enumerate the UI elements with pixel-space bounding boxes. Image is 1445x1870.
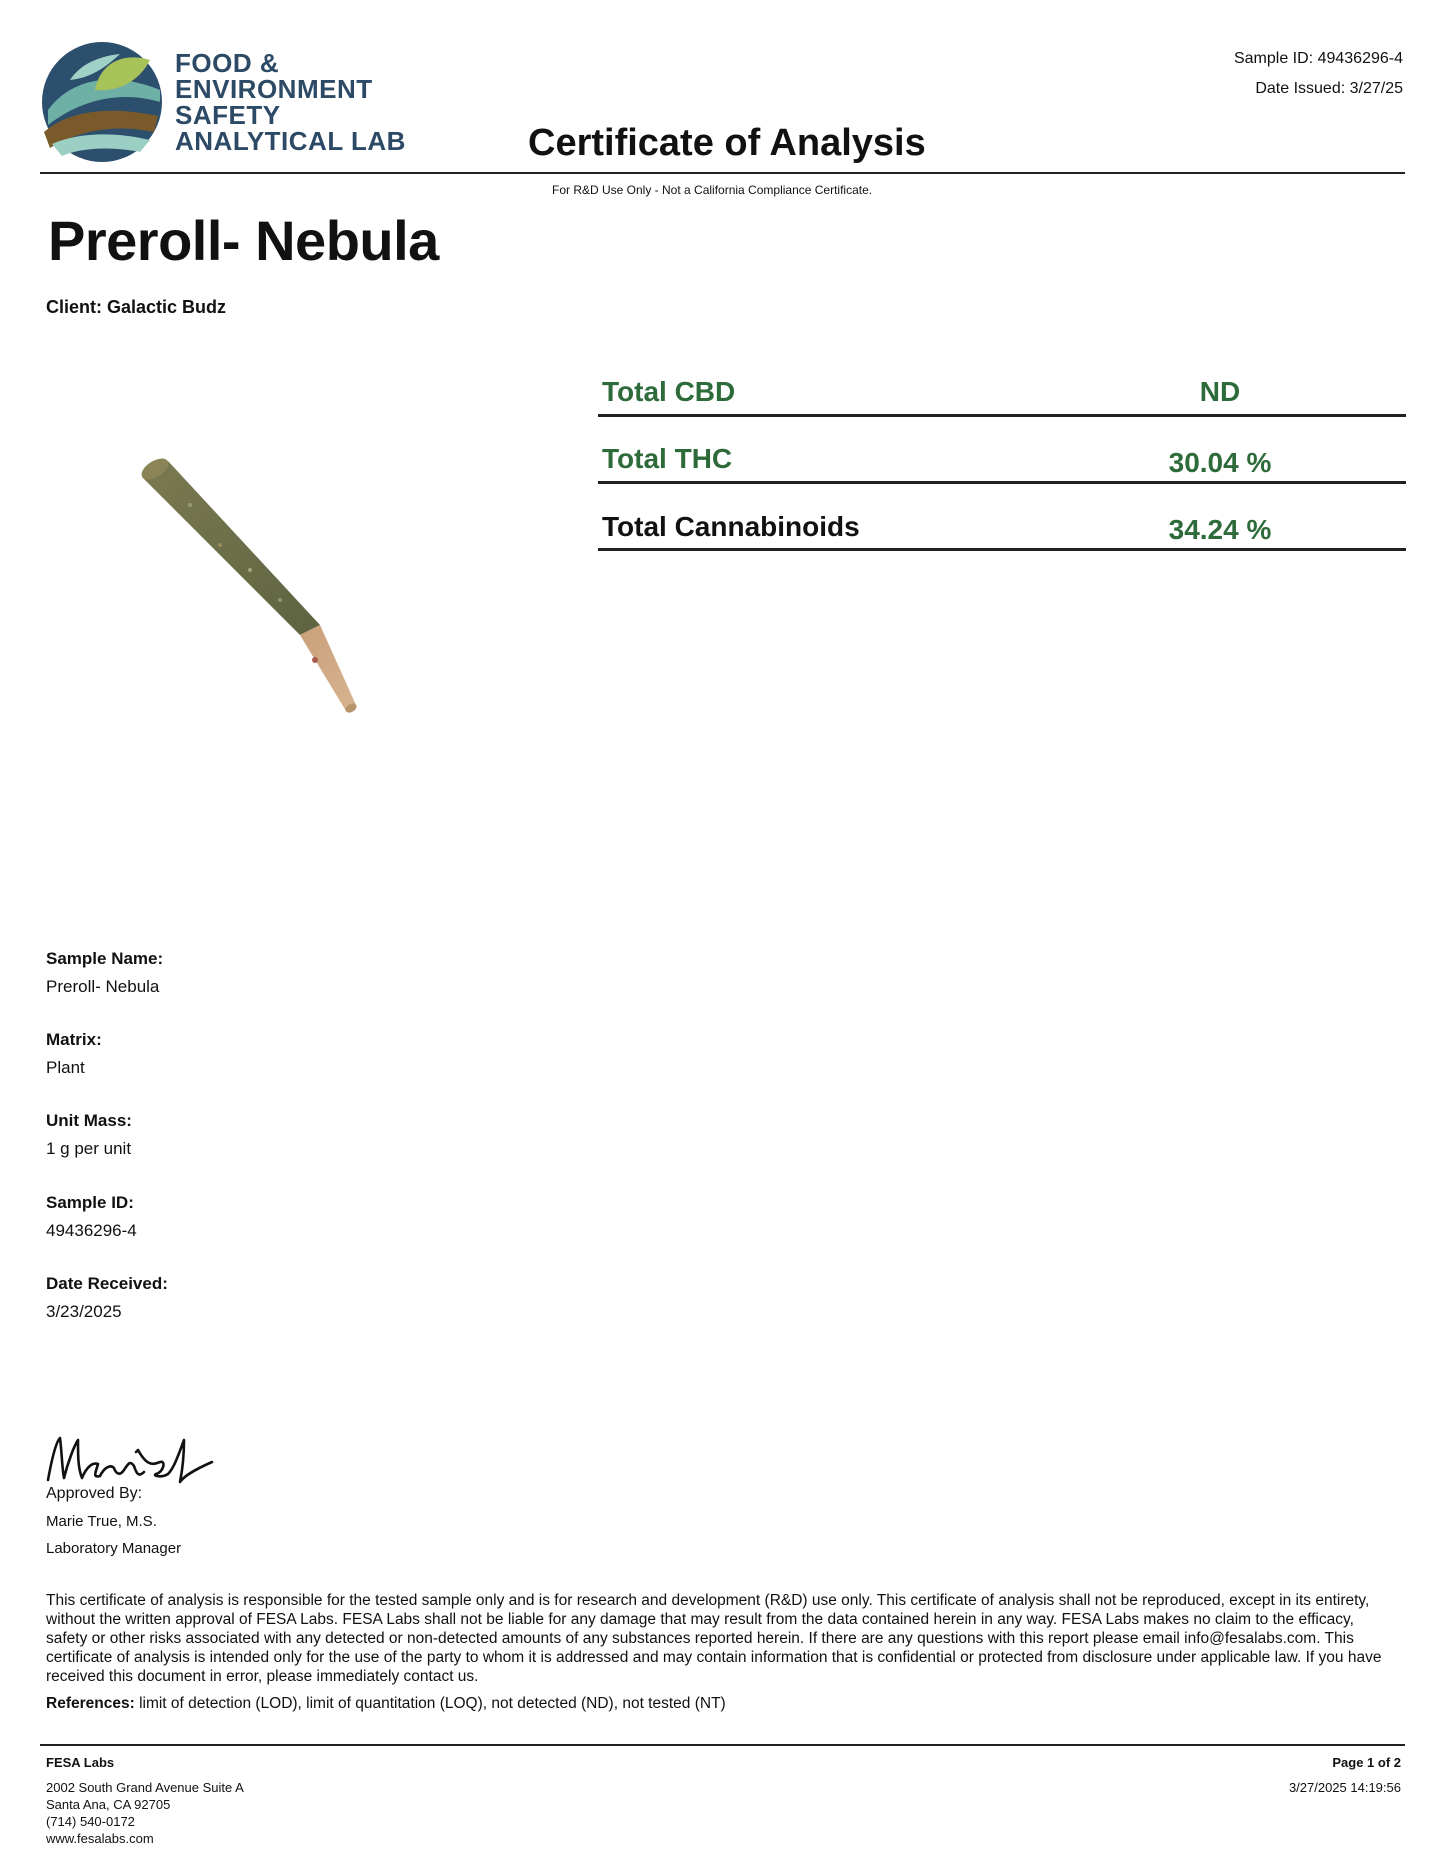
info-value-date-received: 3/23/2025 (46, 1302, 122, 1321)
result-label-total-cbd: Total CBD (602, 376, 736, 407)
header-date-issued-label: Date Issued: (1255, 80, 1346, 97)
references-text: limit of detection (LOD), limit of quantitation (LOQ), not detected (ND), not tested (NT) (139, 1695, 726, 1712)
footer-website[interactable]: www.fesalabs.com (46, 1831, 154, 1846)
result-divider-3 (598, 548, 1406, 551)
client-label: Client: (46, 297, 102, 317)
info-label-matrix: Matrix: (46, 1030, 102, 1049)
info-label-sample-name: Sample Name: (46, 949, 164, 968)
result-value-total-cbd: ND (1199, 376, 1241, 407)
footer-company: FESA Labs (46, 1755, 115, 1770)
approver-role: Laboratory Manager (46, 1540, 182, 1557)
info-value-sample-name: Preroll- Nebula (46, 977, 160, 996)
footer-address-2: Santa Ana, CA 92705 (46, 1797, 171, 1812)
footer-address-1: 2002 South Grand Avenue Suite A (46, 1780, 244, 1795)
header-date-issued-value: 3/27/25 (1349, 80, 1403, 97)
info-label-date-received: Date Received: (46, 1274, 168, 1293)
logo-text-line-1: FOOD & (175, 48, 280, 78)
document-title: Certificate of Analysis (528, 122, 926, 164)
client-line (46, 297, 226, 318)
header-sample-id-value: 49436296-4 (1317, 50, 1403, 67)
logo-text-line-2: ENVIRONMENT (175, 74, 373, 104)
result-value-total-cannabinoids: 34.24 % (1168, 514, 1272, 545)
header-divider (40, 172, 1405, 174)
header-sample-id (1234, 50, 1403, 68)
client-name: Galactic Budz (107, 297, 227, 317)
info-label-sample-id: Sample ID: (46, 1193, 134, 1212)
fesa-logo-icon (40, 40, 165, 165)
header-sample-id-label: Sample ID: (1233, 50, 1314, 67)
result-divider-2 (598, 481, 1406, 484)
logo-text-line-4: ANALYTICAL LAB (175, 126, 406, 156)
footer-timestamp: 3/27/2025 14:19:56 (1288, 1780, 1401, 1795)
references-line (46, 1695, 726, 1713)
info-value-unit-mass: 1 g per unit (46, 1139, 132, 1158)
references-label: References: (46, 1695, 135, 1712)
info-value-matrix: Plant (46, 1058, 85, 1077)
info-value-sample-id: 49436296-4 (46, 1221, 137, 1240)
logo-text-line-3: SAFETY (175, 100, 281, 130)
preroll-product-image (130, 455, 370, 725)
footer-phone: (714) 540-0172 (46, 1814, 135, 1829)
disclaimer-text: This certificate of analysis is responsible for the tested sample only and is for research and development (R&D) use only. This certificate of analysis shall not be reproduced, except in its entirety, without the written approval of FESA Labs. FESA Labs shall not be liable for any damage that may result from the data contained herein in any way. FESA Labs makes no claim to the efficacy, safety or other risks associated with any detected or non-detected amounts of any substances reported herein. If there are any questions with this report please email info@fesalabs.com. This certificate of analysis is intended only for the use of the party to whom it is addressed and may contain information that is confidential or protected from disclosure under applicable law. If you have received this document in error, please immediately contact us. (46, 1592, 1382, 1685)
approved-by-label: Approved By: (46, 1485, 143, 1502)
result-label-total-thc: Total THC (602, 443, 733, 474)
header-date-issued (1255, 80, 1403, 98)
signature-image (44, 1428, 214, 1488)
footer-divider (40, 1744, 1405, 1746)
approver-name: Marie True, M.S. (46, 1513, 157, 1530)
product-title: Preroll- Nebula (48, 209, 439, 272)
result-label-total-cannabinoids: Total Cannabinoids (602, 511, 860, 542)
footer-page-number: Page 1 of 2 (1332, 1755, 1401, 1770)
result-divider-1 (598, 414, 1406, 417)
result-value-total-thc: 30.04 % (1168, 447, 1272, 478)
info-label-unit-mass: Unit Mass: (46, 1111, 132, 1130)
compliance-note: For R&D Use Only - Not a California Compliance Certificate. (552, 183, 873, 197)
